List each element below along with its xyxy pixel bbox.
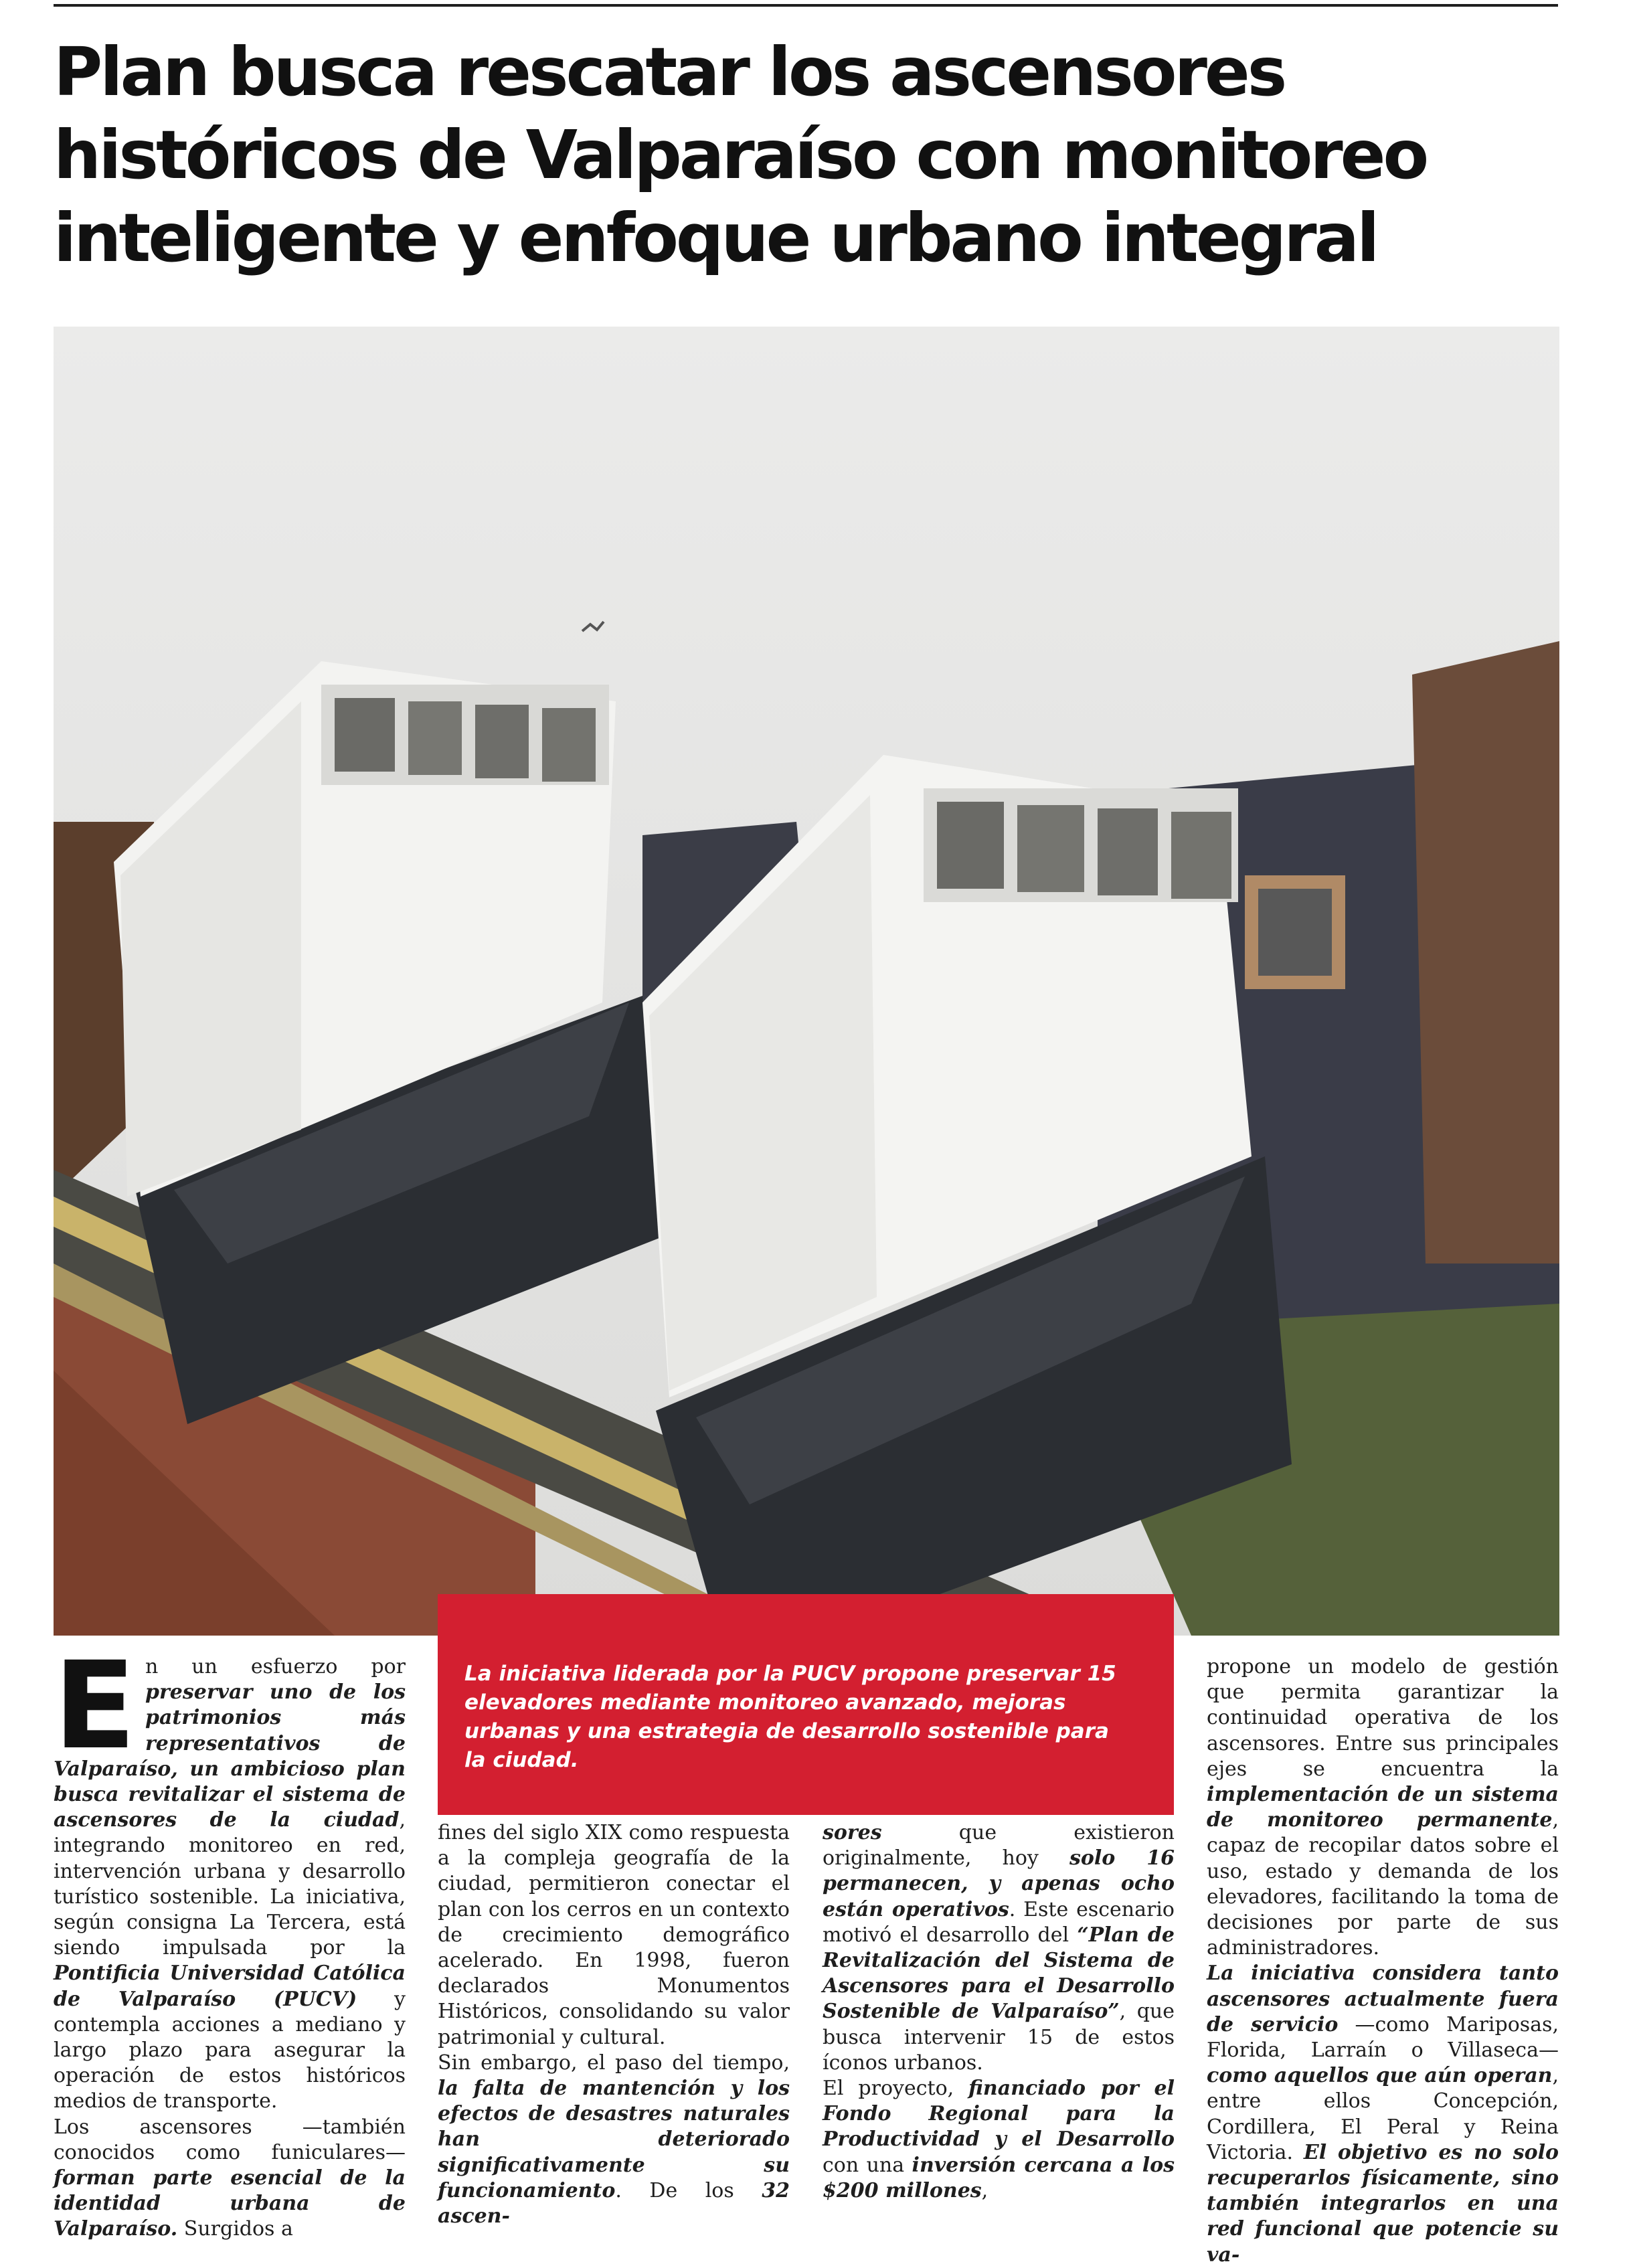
col2-text: . De los (615, 2178, 762, 2202)
col2-text: Sin embargo, el paso del tiempo, (438, 2051, 790, 2075)
col2-bold: 32 ascen- (438, 2178, 790, 2229)
paragraph (823, 2076, 1175, 2204)
col3-bold: “Plan de Revitalización del Sistema de Ascensores para el Desarrollo Sostenible de Valparaíso” (823, 1923, 1175, 2024)
paragraph (438, 2051, 790, 2229)
drop-cap: E (54, 1636, 136, 1776)
funicular-photo (54, 327, 1559, 1636)
col3-bold: financiado por el Fondo Regional para la Productividad y el Desarrollo (823, 2077, 1175, 2152)
col1-text: y contempla acciones a mediano y largo plazo para asegurar la operación de estos históricos medios de transporte. (54, 1987, 406, 2113)
paragraph (1207, 1961, 1559, 2267)
paragraph (823, 1820, 1175, 2076)
col1-text: Surgidos a (177, 2217, 293, 2241)
col2-text: fines del siglo XIX como respuesta a la compleja geografía de la ciudad, permitieron conectar el plan con los cerros en un contexto de crecimiento demográfico acelerado. En 1998, fueron declarados Monumentos Históricos, consolidando su valor patrimonial y cultural. (438, 1821, 790, 2049)
col3-text: . Este escenario motivó el desarrollo del (823, 1897, 1175, 1947)
article-column-4 (1207, 1654, 1559, 2268)
col4-bold: La iniciativa considera tanto ascensores actualmente fuera de servicio (1207, 1961, 1559, 2036)
col4-text: propone un modelo de gestión que permita garantizar la continuidad operativa de los ascensores. Entre sus principales ejes se encuentra la (1207, 1655, 1559, 1781)
top-rule (54, 4, 1558, 7)
col3-bold: sores (823, 1821, 882, 1844)
col1-bold: forman parte esencial de la identidad urbana de Valparaíso. (54, 2166, 406, 2241)
paragraph (1207, 1654, 1559, 1961)
col1-bold: preservar uno de los patrimonios más representativos de Valparaíso, un ambicioso plan busca revitalizar el sistema de ascensores de la ciudad (54, 1680, 406, 1832)
col1-bold: Pontificia Universidad Católica de Valparaíso (PUCV) (54, 1961, 406, 2011)
col3-text: con una (823, 2153, 912, 2177)
paragraph (438, 1820, 790, 2051)
col3-bold: solo 16 permanecen, y apenas ocho están operativos (823, 1846, 1175, 1921)
article-column-3 (823, 1820, 1175, 2204)
article-column-2 (438, 1820, 790, 2229)
col3-bold: inversión cercana a los $200 millones (823, 2153, 1175, 2202)
col3-text: que existieron originalmente, hoy (823, 1821, 1175, 1870)
col4-bold: El objetivo es no solo recuperarlos físicamente, sino también integrarlos en una red funcional que potencie su va- (1207, 2140, 1559, 2267)
col3-text: El proyecto, (823, 2077, 969, 2101)
col4-text: , entre ellos Concepción, Cordillera, El Peral y Reina Victoria. (1207, 2064, 1559, 2164)
col4-bold: como aquellos que aún operan (1207, 2064, 1553, 2088)
paragraph (54, 2115, 406, 2243)
col3-text: , que busca intervenir 15 de estos íconos urbanos. (823, 2000, 1175, 2075)
pull-quote: La iniciativa liderada por la PUCV propone preservar 15 elevadores mediante monitoreo avanzado, mejoras urbanas y una estrategia de desarrollo sostenible para la ciudad. (438, 1594, 1174, 1815)
headline: Plan busca rescatar los ascensores históricos de Valparaíso con monitoreo inteligente y enfoque urbano integral (54, 33, 1427, 277)
col4-bold: implementación de un sistema de monitoreo permanente (1207, 1783, 1559, 1832)
col4-text: , capaz de recopilar datos sobre el uso, estado y demanda de los elevadores, facilitando la toma de decisiones por parte de sus administradores. (1207, 1808, 1559, 1960)
col4-text: —como Mariposas, Florida, Larraín o Villaseca— (1207, 2012, 1559, 2063)
col1-text: , integrando monitoreo en red, intervención urbana y desarrollo turístico sostenible. La iniciativa, según consigna La Tercera, está siendo impulsada por la (54, 1808, 406, 1960)
col3-text: , (981, 2178, 989, 2202)
article-column-1 (54, 1636, 406, 2243)
col2-bold: la falta de mantención y los efectos de desastres naturales han deteriorado significativamente su funcionamiento (438, 2077, 790, 2202)
col1-text: Los ascensores —también conocidos como funiculares— (54, 2115, 406, 2164)
col1-text: n un esfuerzo por (145, 1655, 406, 1678)
